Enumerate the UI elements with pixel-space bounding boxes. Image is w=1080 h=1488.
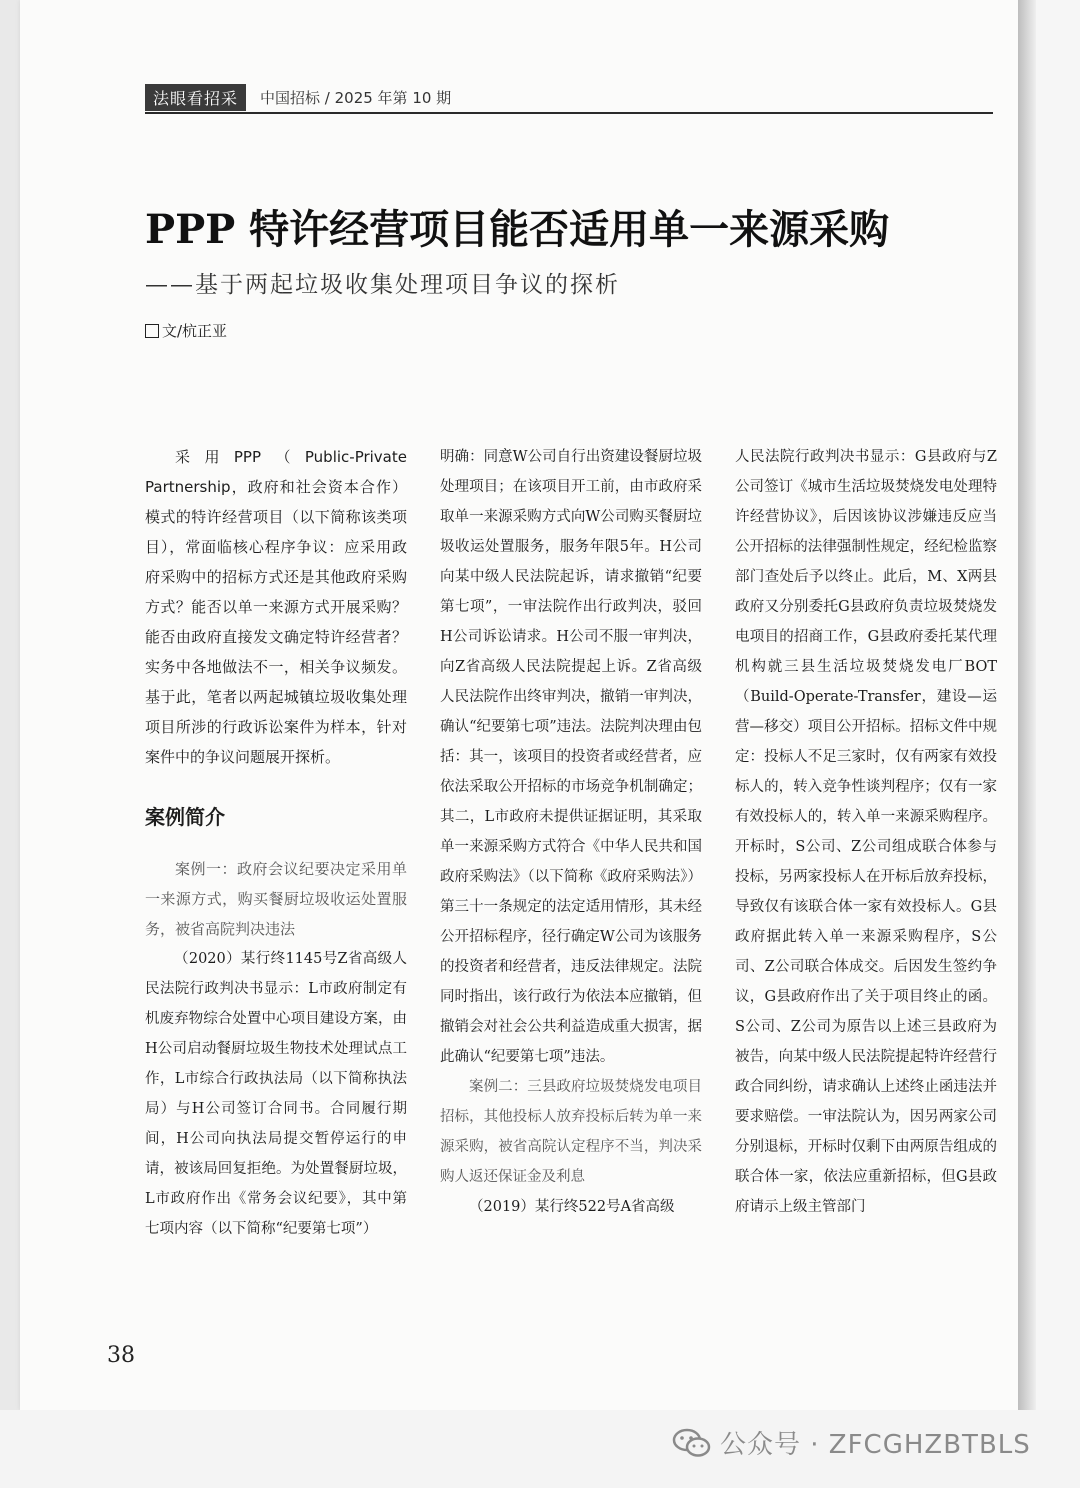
journal-issue: 中国招标 / 2025 年第 10 期 — [260, 88, 452, 107]
author-line — [145, 320, 227, 341]
case2-paragraph: （2019）某行终522号A省高级 — [469, 1199, 675, 1215]
text-column-3 — [735, 442, 997, 1222]
wechat-watermark — [672, 1424, 1031, 1461]
case1-paragraph: （2020）某行终1145号Z省高级人民法院行政判决书显示：L市政府制定有机废弃物综合处置中心项目建设方案，由H公司启动餐厨垃圾生物技术处理试点工作，L市综合行政执法局（以下简称执法局）与H公司签订合同书。合同履行期间，H公司向执法局提交暂停运行的申请，被该局回复拒绝。为处置餐厨垃圾，L市政府作出《常务会议纪要》，其中第七项内容（以下简称“纪要第七项”） — [145, 951, 407, 1237]
section-tag: 法眼看招采 — [145, 84, 246, 111]
page-number: 38 — [107, 1343, 135, 1368]
header-rule — [145, 112, 993, 114]
case1-continued: 明确：同意W公司自行出资建设餐厨垃圾处理项目；在该项目开工前，由市政府采取单一来源采购方式向W公司购买餐厨垃圾收运处置服务，服务年限5年。H公司向某中级人民法院起诉，请求撤销“纪要第七项”，一审法院作出行政判决，驳回H公司诉讼请求。H公司不服一审判决，向Z省高级人民法院提起上诉。Z省高级人民法院作出终审判决，撤销一审判决，确认“纪要第七项”违法。法院判决理由包括：其一，该项目的投资者或经营者，应依法采取公开招标的市场竞争机制确定；其二，L市政府未提供证据证明，其采取单一来源采购方式符合《中华人民共和国政府采购法》（以下简称《政府采购法》）第三十一条规定的法定适用情形，其未经公开招标程序，径行确定W公司为该服务的投资者和经营者，违反法律规定。法院同时指出，该行政行为依法本应撤销，但撤销会对社会公共利益造成重大损害，据此确认“纪要第七项”违法。 — [440, 449, 702, 1065]
intro-paragraph: 采用PPP（Public-Private Partnership，政府和社会资本合作）模式的特许经营项目（以下简称该类项目），常面临核心程序争议：应采用政府采购中的招标方式还是其他政府采购方式？能否以单一来源方式开展采购？能否由政府直接发文确定特许经营者？实务中各地做法不一，相关争议频发。基于此，笔者以两起城镇垃圾收集处理项目所涉的行政诉讼案件为样本，针对案件中的争议问题展开探析。 — [145, 448, 407, 766]
scan-margin — [1036, 0, 1080, 1488]
text-column-1 — [145, 442, 407, 1244]
section-heading: 案例简介 — [145, 805, 225, 829]
article-subtitle: ——基于两起垃圾收集处理项目争议的探析 — [145, 272, 620, 298]
running-header — [145, 84, 451, 110]
watermark-text: 公众号 · ZFCGHZBTBLS — [720, 1430, 1031, 1460]
square-box-icon — [145, 324, 159, 338]
case1-title: 案例一：政府会议纪要决定采用单一来源方式，购买餐厨垃圾收运处置服务，被省高院判决违法 — [145, 860, 407, 938]
case2-continued: 人民法院行政判决书显示：G县政府与Z公司签订《城市生活垃圾焚烧发电处理特许经营协议》，后因该协议涉嫌违反应当公开招标的法律强制性规定，经纪检监察部门查处后予以终止。此后，M、X两县政府又分别委托G县政府负责垃圾焚烧发电项目的招商工作，G县政府委托某代理机构就三县生活垃圾焚烧发电厂BOT（Build-Operate-Transfer，建设—运营—移交）项目公开招标。招标文件中规定：投标人不足三家时，仅有两家有效投标人的，转入竞争性谈判程序；仅有一家有效投标人的，转入单一来源采购程序。开标时，S公司、Z公司组成联合体参与投标，另两家投标人在开标后放弃投标，导致仅有该联合体一家有效投标人。G县政府据此转入单一来源采购程序，S公司、Z公司联合体成交。后因发生签约争议，G县政府作出了关于项目终止的函。S公司、Z公司为原告以上述三县政府为被告，向某中级人民法院提起特许经营行政合同纠纷，请求确认上述终止函违法并要求赔偿。一审法院认为，因另两家公司分别退标，开标时仅剩下由两原告组成的联合体一家，依法应重新招标，但G县政府请示上级主管部门 — [735, 449, 997, 1215]
wechat-icon — [672, 1428, 712, 1458]
text-column-2 — [440, 442, 702, 1222]
author-name: 文/杭正亚 — [162, 322, 228, 340]
case2-title: 案例二：三县政府垃圾焚烧发电项目招标，其他投标人放弃投标后转为单一来源采购，被省高院认定程序不当，判决采购人返还保证金及利息 — [440, 1079, 702, 1185]
page-edge — [1018, 0, 1036, 1410]
article-title: PPP 特许经营项目能否适用单一来源采购 — [145, 206, 890, 253]
